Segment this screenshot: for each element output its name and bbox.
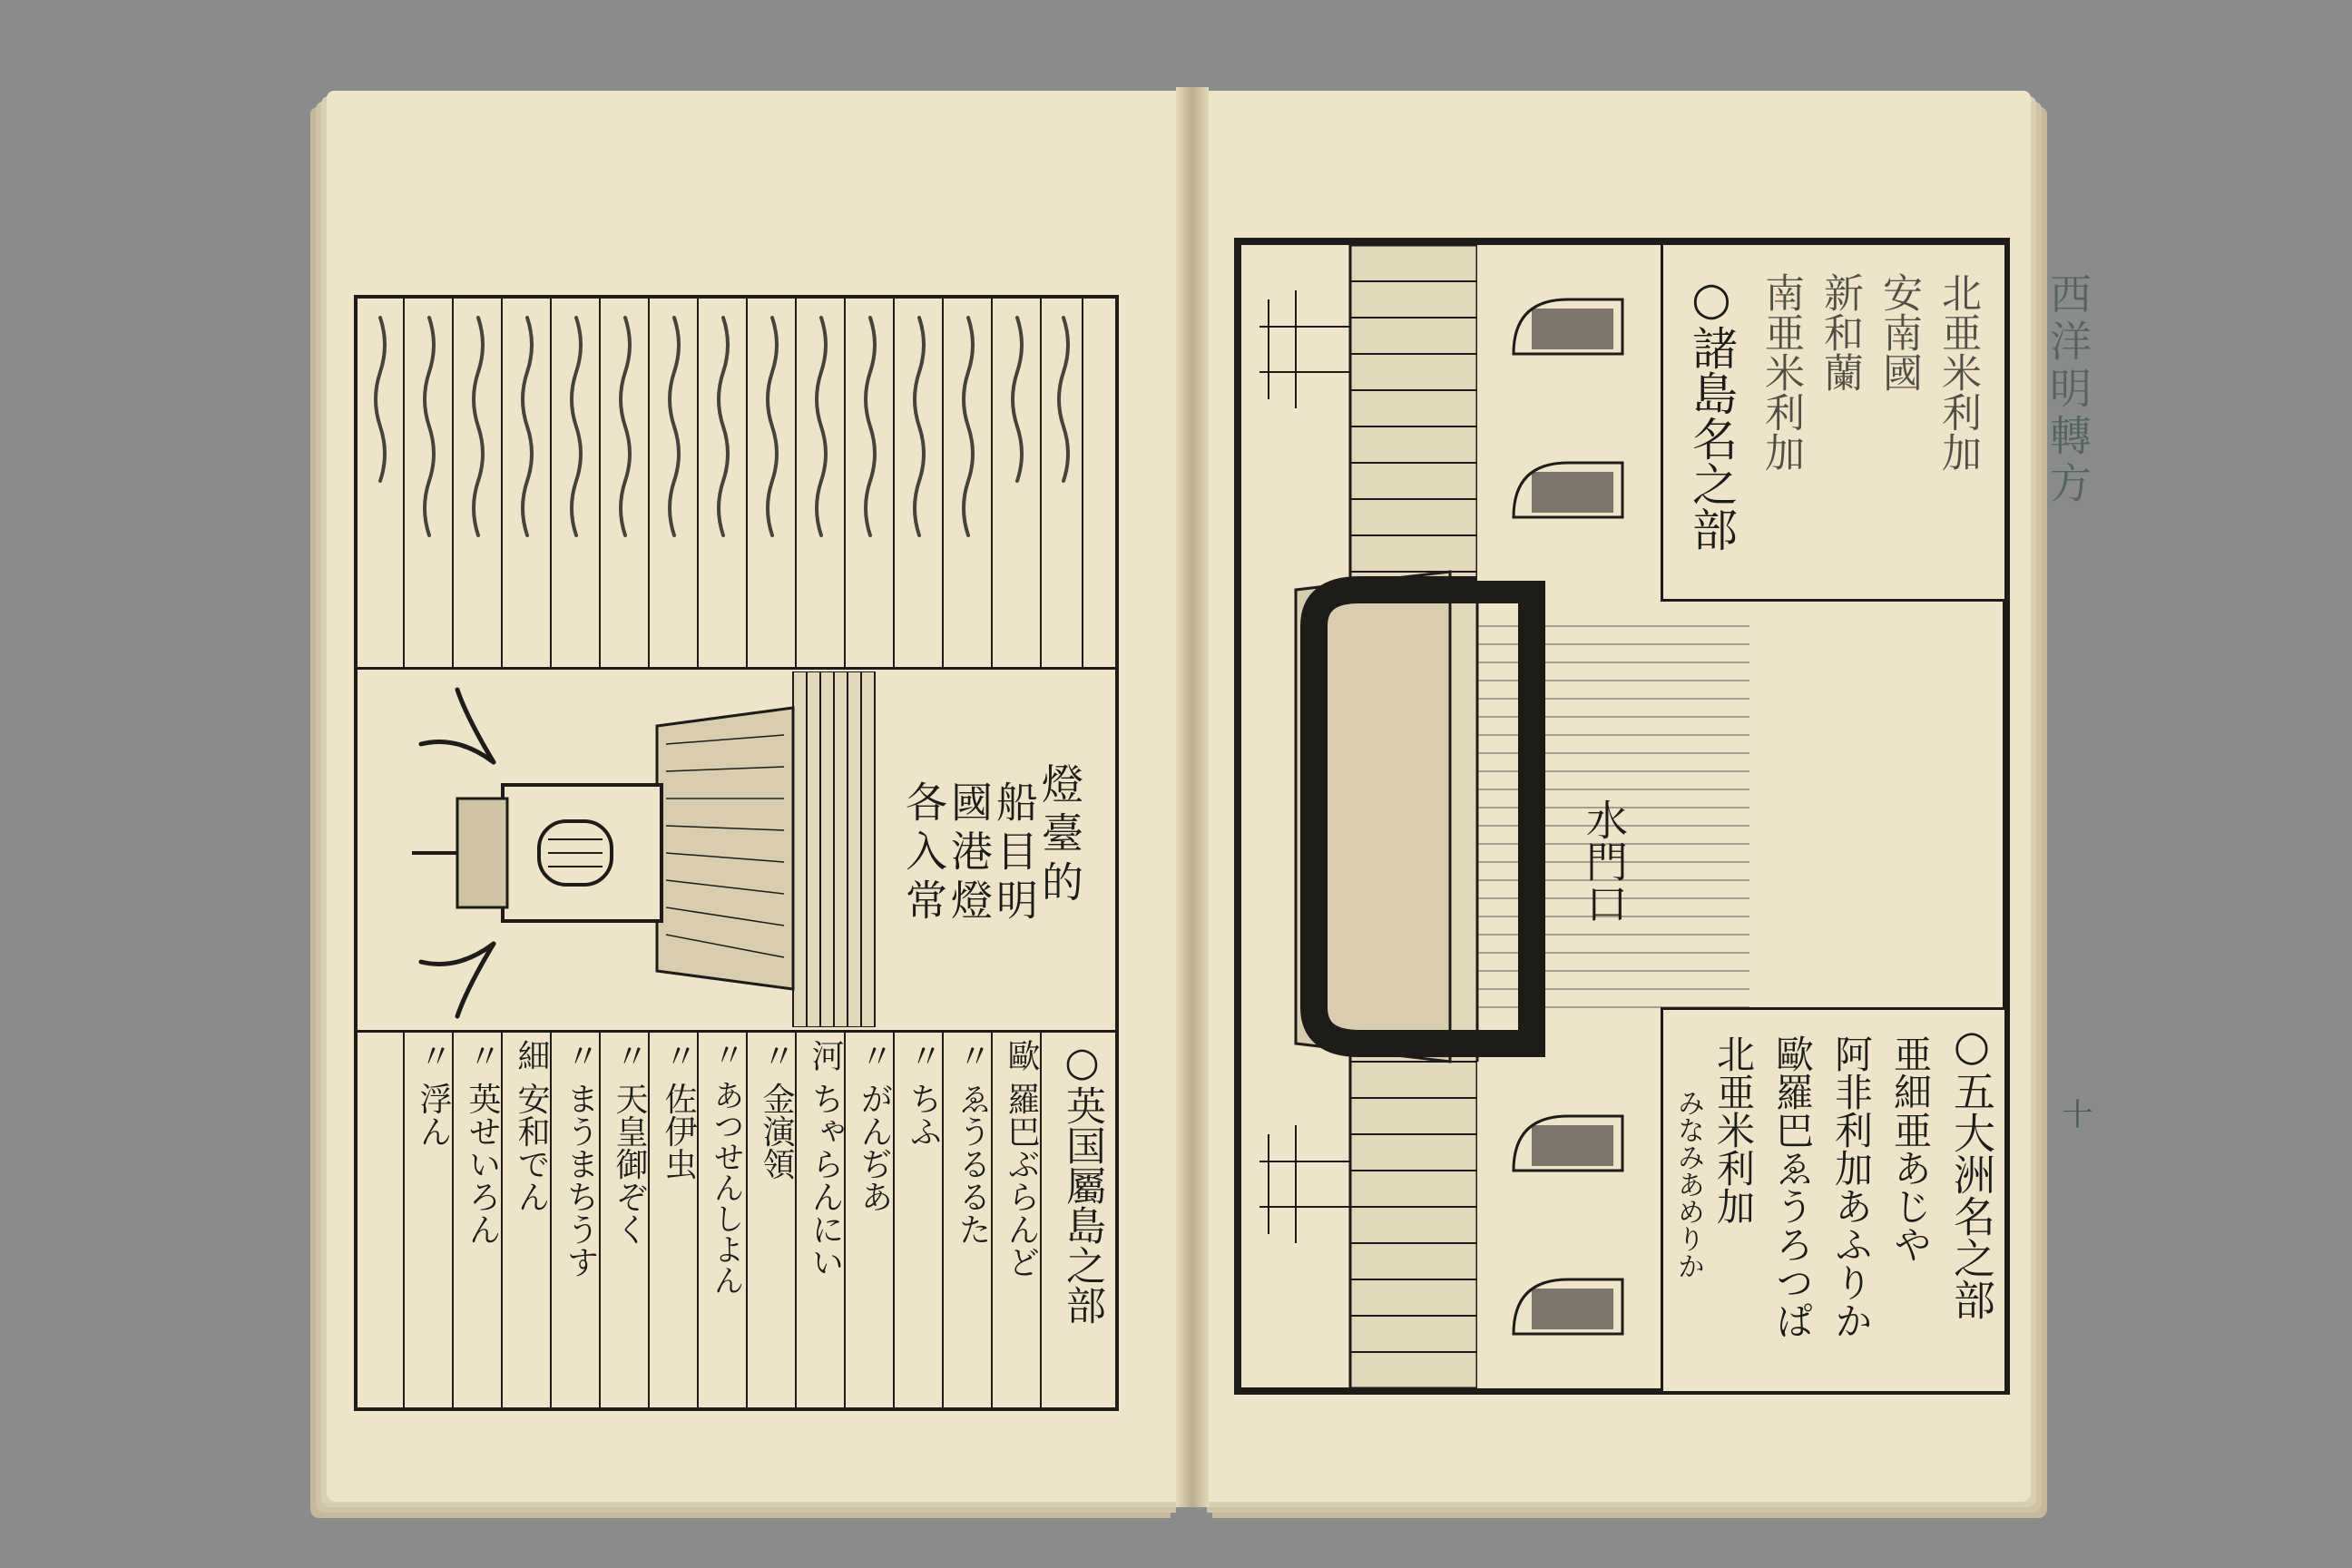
lighthouse-caption-col-4: 各入常 [899,780,948,927]
british-islands-line-7: 〃 あつせんしよん [708,1039,744,1296]
british-islands-line-12: 〃 英せいろん [464,1039,501,1246]
upper-section-line-4: 安南國 [1876,272,1922,392]
continent-line-1: 亜細亜あじや [1888,1034,1933,1263]
british-islands-line-3: 〃 ちふ [905,1039,942,1148]
water-gate-label: 水門口 [1580,799,1629,924]
british-islands-line-11: 細 安和でん [513,1039,550,1213]
right-page-header: 西洋明轉方 [2043,272,2092,508]
british-islands-line-4: 〃 がんぢあ [856,1039,893,1213]
upper-section-line-1: ○諸島名之部 [1685,272,1738,552]
continent-line-2: 阿非利加あふりか [1829,1034,1874,1339]
lighthouse-caption-col-2: 船目明 [990,780,1039,927]
british-islands-line-13: 〃 浮ん [415,1039,452,1148]
british-islands-line-10: 〃 まうまちうす [562,1039,599,1279]
british-islands-line-8: 〃 佐伊虫 [660,1039,697,1181]
british-islands-line-1: 歐 羅巴ぶらんど [1003,1039,1040,1279]
five-continents-title: ○五大洲名之部 [1947,1021,1996,1320]
upper-section-line-3: 新和蘭 [1817,272,1863,392]
lighthouse-caption-col-1: 燈臺的 [1035,762,1084,909]
british-islands-title: ○英国屬島之部 [1059,1039,1105,1325]
british-islands-line-2: 〃 ゑうるるた [954,1039,991,1246]
continent-line-4: 北亜米利加 [1711,1034,1756,1225]
british-islands-line-5: 河 ちゃらんにい [807,1039,844,1279]
british-islands-line-6: 〃 金演領 [758,1039,795,1181]
lighthouse-caption-col-3: 國港燈 [945,780,994,927]
upper-section-line-2: 南亜米利加 [1758,272,1804,472]
left-upper-divider [354,667,1119,670]
continent-line-3: 歐羅巴ゑうろつぱ [1770,1034,1815,1339]
continent-line-5: みなみあめりか [1672,1089,1704,1279]
right-page-number: 十 [2056,1098,2092,1129]
upper-section-line-5: 北亜米利加 [1935,272,1981,472]
british-islands-line-9: 〃 天皇御ぞく [611,1039,648,1246]
upper-cursive-columns [356,299,1118,662]
book-gutter [1176,87,1209,1507]
left-lower-divider [354,1030,1119,1033]
